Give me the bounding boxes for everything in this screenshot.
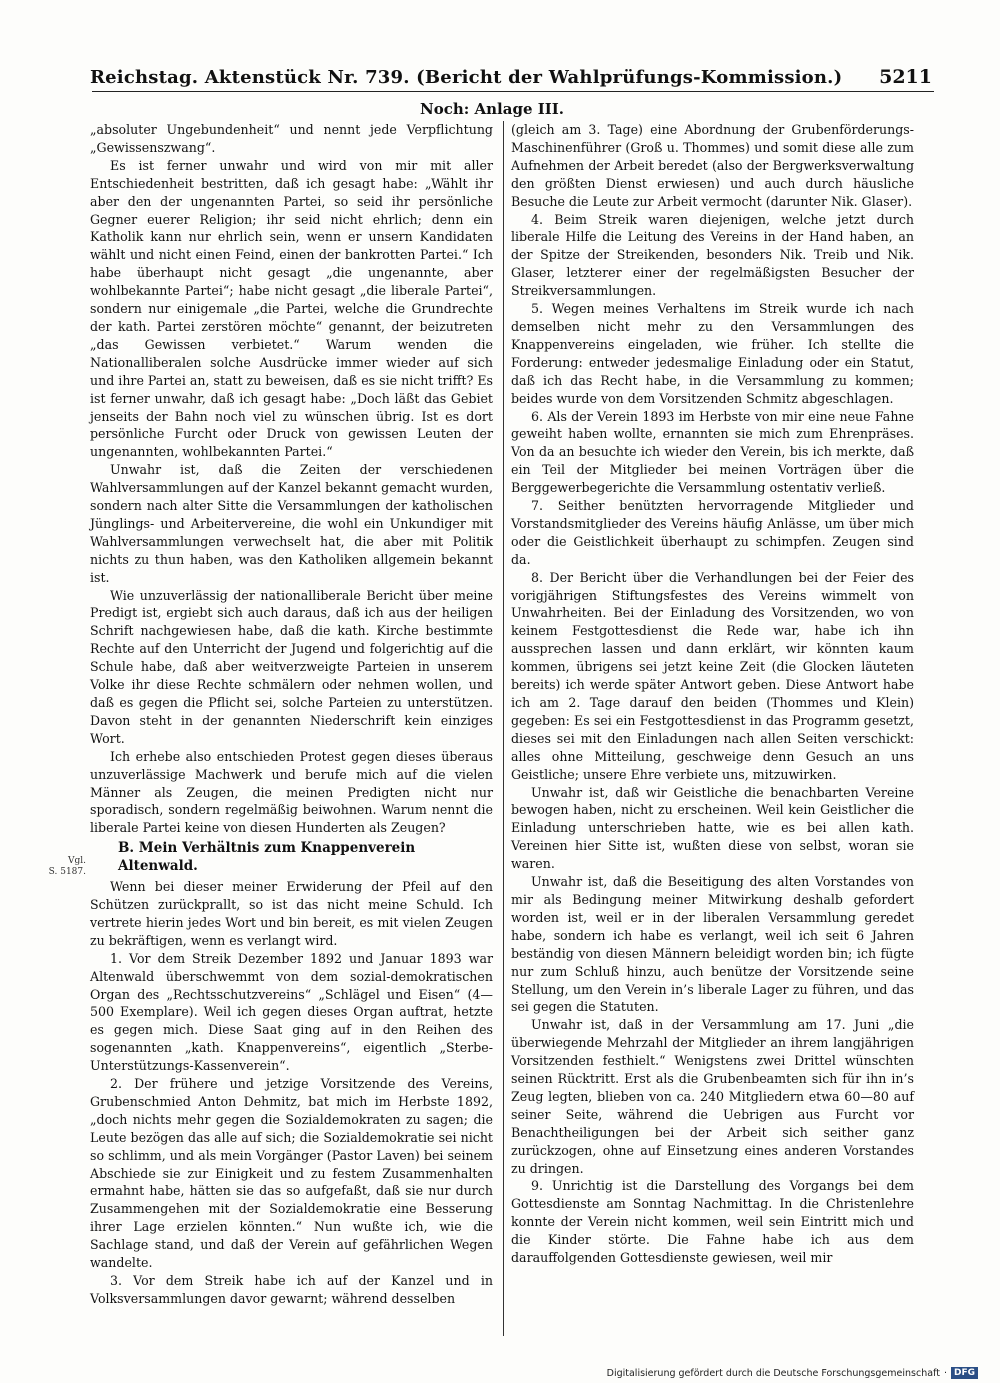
- header-rule: [92, 91, 934, 92]
- page-number: 5211: [879, 66, 932, 88]
- right-column: [511, 121, 914, 1267]
- paragraph: „absoluter Ungebundenheit“ und nennt jede Verpflichtung „Gewissenszwang“.: [90, 122, 493, 155]
- section-heading: B. Mein Verhältnis zum Knappenverein Altenwald.: [118, 840, 416, 875]
- paragraph: Es ist ferner unwahr und wird von mir mit aller Entschiedenheit bestritten, daß ich gesagt habe: „Wählt ihr aber den der ungenannten Partei, so seid ihr persönliche Gegner euerer Religion; ihr seid nicht ehrlich; denn ein Katholik kann nur ehrlich sein, wenn er unsern Kandidaten wählt und nicht einen Feind, einen der bankrotten Partei.“ Ich habe überhaupt nicht gesagt „die ungenannte, aber wohlbekannte Partei“; habe nicht gesagt „die liberale Partei“, sondern nur einigemale „die Partei, welche die Grundrechte der kath. Partei zerstören möchte“ genannt, der beizutreten „das Gewissen verbietet.“ Warum wenden die Nationalliberalen solche Ausdrücke immer wieder auf sich und ihre Partei an, statt zu beweisen, daß es sie nicht trifft? Es ist ferner unwahr, daß ich gesagt habe: „Doch läßt das Gebiet jenseits der Bahn noch viel zu wünschen übrig. Ist es dort persönliche Furcht oder Druck von gewissen Leuten der ungenannten, wohlbekannten Partei.“: [90, 157, 493, 460]
- header-title: Reichstag. Aktenstück Nr. 739. (Bericht der Wahlprüfungs-Kommission.): [90, 67, 843, 88]
- dfg-logo: DFG: [951, 1367, 978, 1379]
- paragraph: 8. Der Bericht über die Verhandlungen bei der Feier des vorigjährigen Stiftungsfestes des Vereins wimmelt von Unwahrheiten. Bei der Einladung des Vorsitzenden, wo von keinem Festgottesdienst die Rede war, habe ich ihn aussprechen lassen und dann erklärt, wir könnten kaum kommen, übrigens sei jetzt keine Zeit (die Glocken läuteten bereits) ich werde später Antwort geben. Diese Antwort habe ich am 2. Tage darauf den beiden (Thommes und Klein) gegeben: Es sei ein Festgottesdienst in das Programm gesetzt, dieses sei mit den Einladungen nach allen Seiten verschickt: alles ohne Mitteilung, geschweige denn Gesuch an uns Geistliche; unsere Ehre verbiete uns, mitzuwirken.: [511, 569, 914, 782]
- column-divider: [503, 121, 504, 1336]
- paragraph: Unwahr ist, daß die Zeiten der verschiedenen Wahlversammlungen auf der Kanzel bekannt gemacht wurden, sondern nach alter Sitte die Versammlungen der katholischen Jünglings- und Arbeitervereine, die wohl ein Unkundiger mit Wahlversammlungen verwechselt hat, die aber mit Politik nichts zu thun haben, was den Katholiken allgemein bekannt ist.: [90, 462, 493, 585]
- margin-note: [40, 856, 86, 878]
- left-column: [90, 121, 493, 1308]
- paragraph: 1. Vor dem Streik Dezember 1892 und Januar 1893 war Altenwald überschwemmt von dem sozial-demokratischen Organ des „Rechtsschutzvereins“ „Schlägel und Eisen“ (4—500 Exemplare). Weil ich gegen dieses Organ auftrat, hetzte es gegen mich. Diese Saat ging auf in den Reihen des sogenannten „kath. Knappenvereins“, eigentlich „Sterbe-Unterstützungs-Kassenverein“.: [90, 950, 493, 1074]
- paragraph: Ich erhebe also entschieden Protest gegen dieses überaus unzuverlässige Machwerk und berufe mich auf die vielen Männer als Zeugen, die meinen Predigten nicht nur sporadisch, sondern regelmäßig beiwohnen. Warum nennt die liberale Partei keine von diesen Hunderten als Zeugen?: [90, 748, 493, 836]
- paragraph: Wenn bei dieser meiner Erwiderung der Pfeil auf den Schützen zurückprallt, so ist das nicht meine Schuld. Ich vertrete hierin jedes Wort und bin bereit, es mit vielen Zeugen zu bekräftigen, wenn es verlangt wird.: [90, 879, 493, 948]
- paragraph: 7. Seither benützten hervorragende Mitglieder und Vorstandsmitglieder des Vereins häufig Anlässe, um über mich oder die Geistlichkeit überhaupt zu schimpfen. Zeugen sind da.: [511, 498, 914, 567]
- paragraph: (gleich am 3. Tage) eine Abordnung der Grubenförderungs-Maschinenführer (Groß u. Thommes) und somit diese alle zum Aufnehmen der Arbeit beredet (also der Bergwerksverwaltung den größten Dienst erwiesen) und auch durch häusliche Besuche die Leute zur Arbeit vermocht (darunter Nik. Glaser).: [511, 122, 914, 209]
- paragraph: Unwahr ist, daß wir Geistliche die benachbarten Vereine bewogen haben, nicht zu erscheinen. Weil kein Geistlicher die Einladung unterschrieben hatte, wie es bei allen kath. Vereinen hier Sitte ist, wußten diese von selbst, woran sie waren.: [511, 784, 914, 872]
- paragraph: 5. Wegen meines Verhaltens im Streik wurde ich nach demselben nicht mehr zu den Versammlungen des Knappenvereins eingeladen, wie früher. Ich stellte die Forderung: entweder jedesmalige Einladung oder ein Statut, daß ich das Recht habe, in die Versammlung zu kommen; beides wurde von dem Vorsitzenden Schmitz abgeschlagen.: [511, 301, 914, 406]
- paragraph: 9. Unrichtig ist die Darstellung des Vorgangs bei dem Gottesdienste am Sonntag Nachmittag. In die Christenlehre konnte der Verein nicht kommen, weil sein Eintritt mich und die Kinder störte. Die Fahne habe ich aus dem darauffolgenden Gottesdienste gewiesen, weil mir: [511, 1178, 914, 1266]
- running-header: [90, 60, 932, 88]
- paragraph: 3. Vor dem Streik habe ich auf der Kanzel und in Volksversammlungen davor gewarnt; während desselben: [90, 1273, 493, 1306]
- paragraph: Unwahr ist, daß in der Versammlung am 17. Juni „die überwiegende Mehrzahl der Mitglieder an ihrem langjährigen Vorsitzenden festhielt.“ Wenigstens zwei Drittel wünschten seinen Rücktritt. Erst als die Grubenbeamten sich für ihn in’s Zeug legten, blieben von ca. 240 Mitgliedern etwa 60—80 auf seiner Seite, während die Uebrigen aus Furcht vor Benachtheiligungen bei der Arbeit sich seither ganz zurückzogen, ohne auf Einsetzung eines anderen Vorstandes zu dringen.: [511, 1017, 914, 1176]
- digitization-credit: Digitalisierung gefördert durch die Deutsche Forschungsgemeinschaft · DFG: [607, 1367, 978, 1379]
- credit-text: Digitalisierung gefördert durch die Deutsche Forschungsgemeinschaft: [606, 1367, 940, 1379]
- paragraph: 6. Als der Verein 1893 im Herbste von mir eine neue Fahne geweiht haben wollte, ernannten sie mich zum Ehrenpräses. Von da an besuchte ich wieder den Verein, bis ich merkte, daß ein Teil der Mitglieder bei meinen Vorträgen über die Berggewerbegerichte die Versammlung ostentativ verließ.: [511, 408, 914, 496]
- margin-note-line: S. 5187.: [48, 867, 86, 877]
- paragraph: Unwahr ist, daß die Beseitigung des alten Vorstandes von mir als Bedingung meiner Mitwirkung deshalb gefordert worden ist, weil er in der liberalen Versammlung geredet habe, sondern ich habe es verlangt, weil ich seit 6 Jahren beständig von diesen Männern beleidigt worden bin; ich fügte nur zum Schluß hinzu, auch benütze der Vorsitzende seine Stellung, um den Verein in’s liberale Lager zu führen, und das sei gegen die Statuten.: [511, 874, 914, 1015]
- margin-note-line: Vgl.: [68, 856, 86, 866]
- paragraph: 2. Der frühere und jetzige Vorsitzende des Vereins, Grubenschmied Anton Dehmitz, bat mich im Herbste 1892, „doch nichts mehr gegen die Sozialdemokraten zu sagen; die Leute bezögen das alle auf sich; die Sozialdemokratie sei nicht so schlimm, und als mein Vorgänger (Pastor Laven) bei seinem Abschiede sie zur Einigkeit und zu festem Zusammenhalten ermahnt habe, hätten sie das so aufgefaßt, daß sie nur durch Zusammengehen mit der Sozialdemokratie eine Besserung ihrer Lage erzielen könnten.“ Nun wußte ich, wie die Sachlage stand, und daß der Verein auf gefährlichen Wegen wandelte.: [90, 1076, 493, 1271]
- annex-heading: Noch: Anlage III.: [420, 100, 565, 118]
- paragraph: Wie unzuverlässig der nationalliberale Bericht über meine Predigt ist, ergiebt sich auch daraus, daß ich aus der heiligen Schrift nachgewiesen habe, daß die kath. Kirche bestimmte Rechte auf den Unterricht der Jugend und folgerichtig auf die Schule habe, daß aber weitverzweigte Parteien in unserem Volke ihr diese Rechte schmälern oder nehmen wollen, und daß es gegen die Pflicht sei, solche Parteien zu unterstützen. Davon steht in der genannten Niederschrift kein einziges Wort.: [90, 587, 493, 746]
- paragraph: 4. Beim Streik waren diejenigen, welche jetzt durch liberale Hilfe die Leitung des Vereins in der Hand haben, an der Spitze der Streikenden, besonders Nik. Treib und Nik. Glaser, letzterer einer der regelmäßigsten Besucher der Streikversammlungen.: [511, 211, 914, 299]
